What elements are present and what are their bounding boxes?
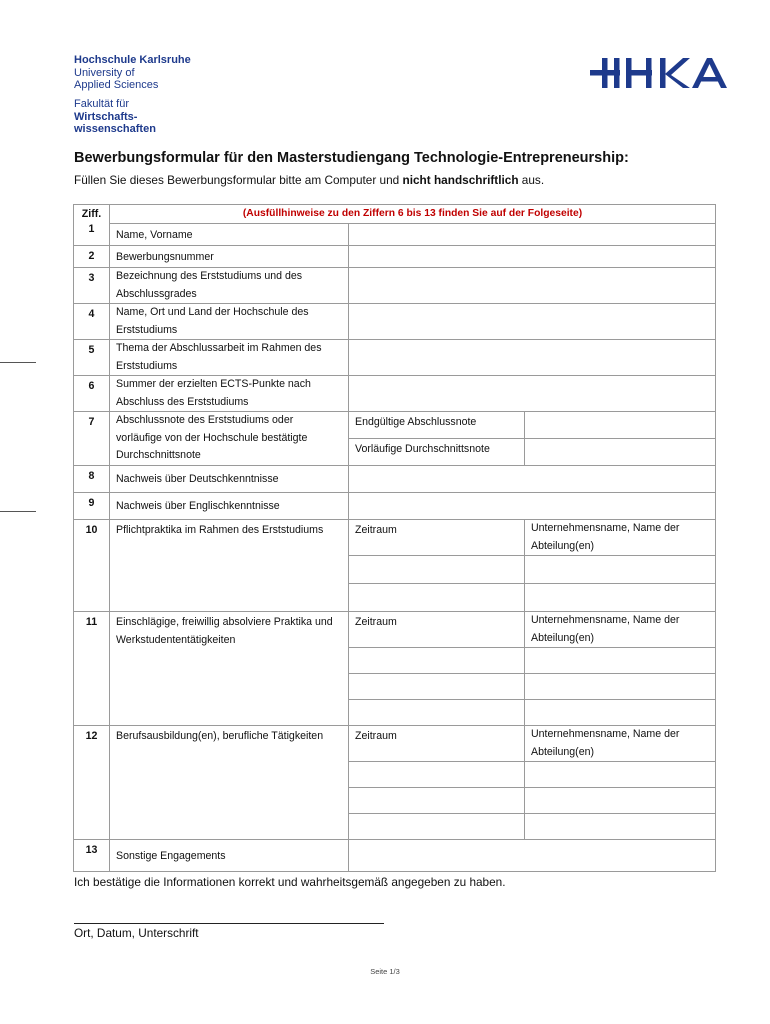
engagement-input[interactable]: [349, 840, 716, 872]
period-input[interactable]: [349, 648, 525, 674]
ziff-cell: [74, 205, 110, 246]
row-label: Einschlägige, freiwillig absolviere Praktika und Werkstudententätigkeiten: [110, 612, 349, 726]
row-num: 7: [74, 412, 110, 466]
company-input[interactable]: [525, 584, 716, 612]
row-num: 4: [74, 304, 110, 340]
company-input[interactable]: [525, 674, 716, 700]
row-label: Thema der Abschlussarbeit im Rahmen des Erststudiums: [110, 340, 349, 376]
ects-input-cell[interactable]: [349, 376, 716, 412]
faculty-line-2: Wirtschafts-: [74, 110, 138, 123]
row-num: 3: [74, 268, 110, 304]
row-num: 5: [74, 340, 110, 376]
row-label: Bewerbungsnummer: [110, 246, 349, 268]
row-label: Summer der erzielten ECTS-Punkte nach Abschluss des Erststudiums: [110, 376, 349, 412]
period-input[interactable]: [349, 584, 525, 612]
period-input[interactable]: [349, 788, 525, 814]
row-label: Nachweis über Deutschkenntnisse: [110, 466, 349, 493]
form-instruction: [74, 173, 544, 187]
uni-line-2: University of: [74, 66, 135, 79]
instruction-emphasis: nicht handschriftlich: [402, 173, 519, 187]
row-label: Abschlussnote des Erststudiums oder vorläufige von der Hochschule bestätigte Durchschnittsnote: [110, 412, 349, 466]
company-input[interactable]: [525, 762, 716, 788]
page-number: Seite 1/3: [370, 967, 400, 976]
row-num: 10: [74, 520, 110, 612]
provisional-grade-label: Vorläufige Durchschnittsnote: [349, 439, 525, 466]
english-proof-input[interactable]: [349, 493, 716, 520]
company-header: Unternehmensname, Name der Abteilung(en): [525, 612, 716, 648]
period-header: Zeitraum: [349, 520, 525, 556]
university-input-cell[interactable]: [349, 304, 716, 340]
row-label: Sonstige Engagements: [110, 840, 349, 872]
application-form-table: [73, 204, 716, 872]
company-input[interactable]: [525, 788, 716, 814]
instruction-end: aus.: [518, 173, 545, 187]
company-input[interactable]: [525, 556, 716, 584]
company-input[interactable]: [525, 648, 716, 674]
name-input-cell[interactable]: [349, 224, 716, 246]
period-header: Zeitraum: [349, 726, 525, 762]
row-label: Name, Ort und Land der Hochschule des Erststudiums: [110, 304, 349, 340]
faculty-line-1: Fakultät für: [74, 98, 130, 110]
row-num: 12: [74, 726, 110, 840]
row-num: 13: [74, 840, 110, 872]
faculty-name: [74, 98, 156, 136]
margin-mark: [0, 511, 36, 512]
company-header: Unternehmensname, Name der Abteilung(en): [525, 520, 716, 556]
period-input[interactable]: [349, 700, 525, 726]
hka-logo: [588, 54, 728, 94]
row-label: Pflichtpraktika im Rahmen des Erststudiums: [110, 520, 349, 612]
row-label: Bezeichnung des Erststudiums und des Abschlussgrades: [110, 268, 349, 304]
degree-input-cell[interactable]: [349, 268, 716, 304]
confirmation-text: Ich bestätige die Informationen korrekt und wahrheitsgemäß angegeben zu haben.: [74, 875, 506, 889]
period-input[interactable]: [349, 556, 525, 584]
university-name: [74, 54, 191, 92]
period-input[interactable]: [349, 762, 525, 788]
final-grade-label: Endgültige Abschlussnote: [349, 412, 525, 439]
thesis-input-cell[interactable]: [349, 340, 716, 376]
hint-note: (Ausfüllhinweise zu den Ziffern 6 bis 13 finden Sie auf der Folgeseite): [110, 205, 716, 224]
faculty-line-3: wissenschaften: [74, 123, 156, 135]
final-grade-input[interactable]: [525, 412, 716, 439]
company-input[interactable]: [525, 814, 716, 840]
period-header: Zeitraum: [349, 612, 525, 648]
row-num: 6: [74, 376, 110, 412]
application-number-input[interactable]: [349, 246, 716, 268]
row-num: 2: [74, 246, 110, 268]
period-input[interactable]: [349, 814, 525, 840]
signature-caption: Ort, Datum, Unterschrift: [74, 926, 199, 940]
instruction-text: Füllen Sie dieses Bewerbungsformular bitte am Computer und: [74, 173, 403, 187]
provisional-grade-input[interactable]: [525, 439, 716, 466]
margin-mark: [0, 362, 36, 363]
german-proof-input[interactable]: [349, 466, 716, 493]
form-title: Bewerbungsformular für den Masterstudiengang Technologie-Entrepreneurship:: [74, 150, 629, 166]
row-num: 11: [74, 612, 110, 726]
row-label: Nachweis über Englischkenntnisse: [110, 493, 349, 520]
ziff-header: Ziff.: [81, 208, 102, 220]
row-num: 9: [74, 493, 110, 520]
row-label: Berufsausbildung(en), berufliche Tätigkeiten: [110, 726, 349, 840]
company-input[interactable]: [525, 700, 716, 726]
row-label: Name, Vorname: [110, 224, 349, 246]
company-header: Unternehmensname, Name der Abteilung(en): [525, 726, 716, 762]
row-num: 8: [74, 466, 110, 493]
uni-line-3: Applied Sciences: [74, 79, 159, 91]
uni-line-1: Hochschule Karlsruhe: [74, 54, 191, 66]
row-num: 1: [88, 223, 95, 235]
signature-line: [74, 923, 384, 924]
period-input[interactable]: [349, 674, 525, 700]
